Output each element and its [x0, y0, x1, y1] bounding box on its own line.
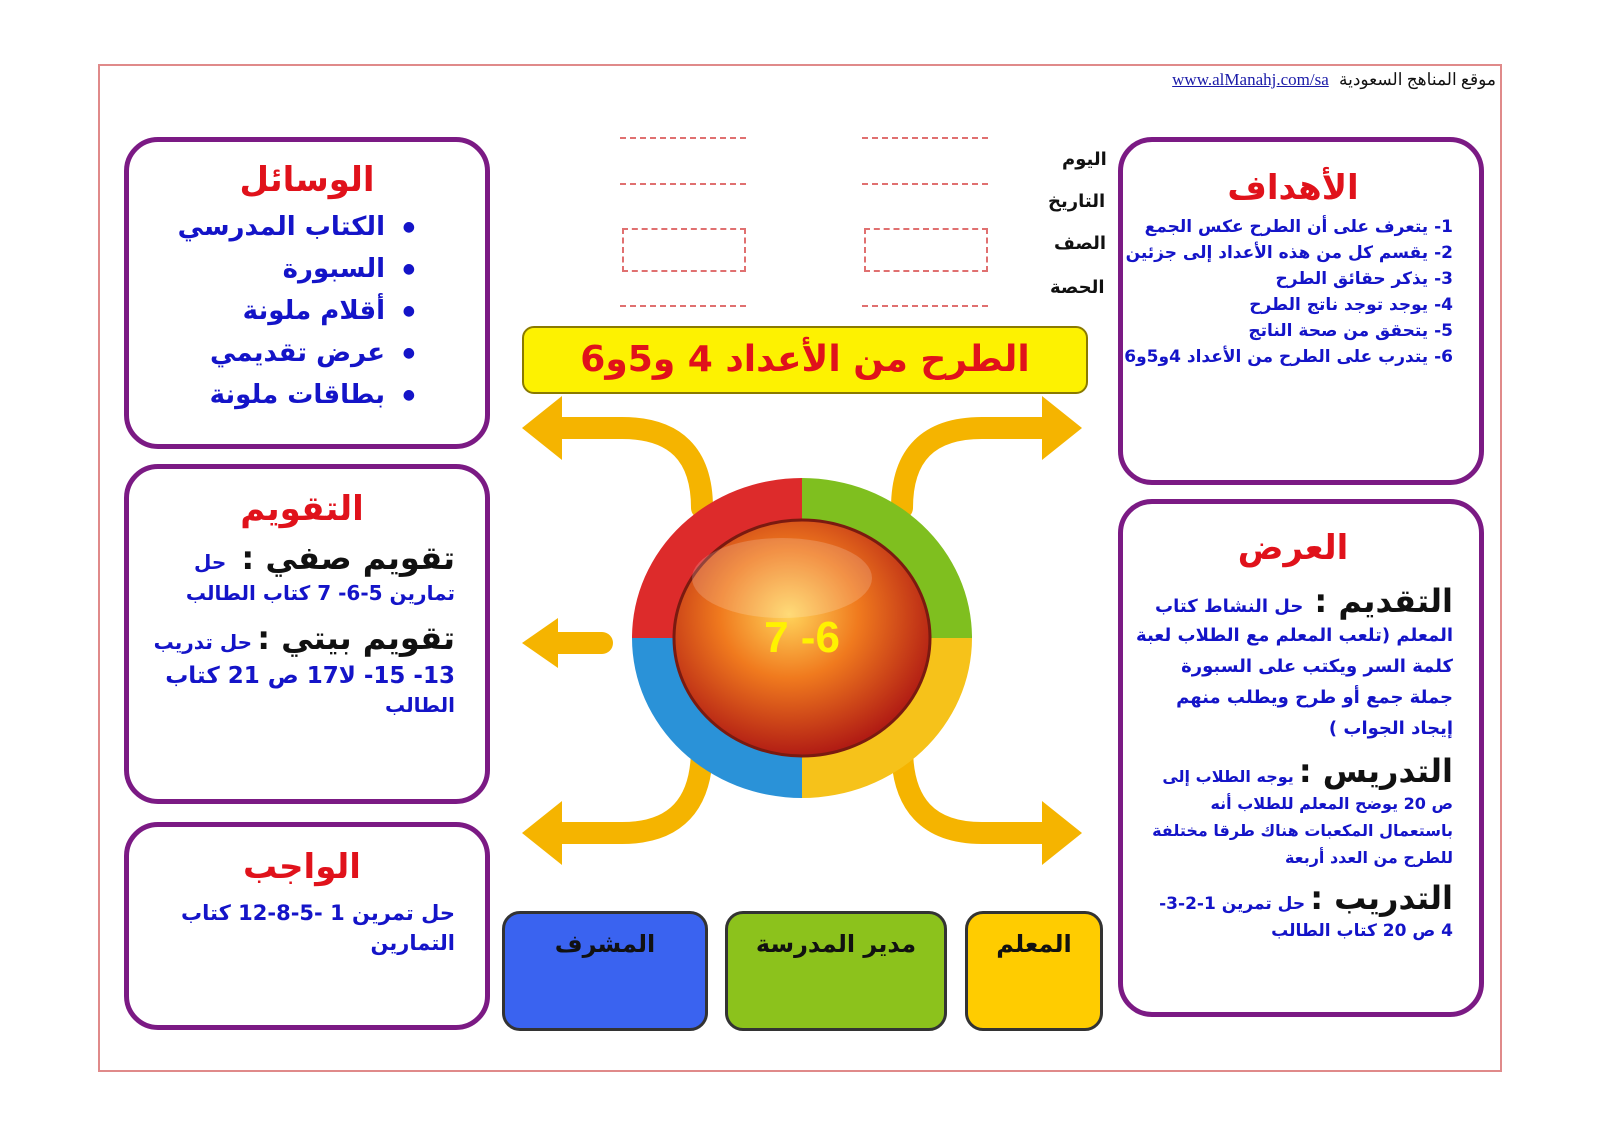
- presentation-panel: [1118, 499, 1484, 1017]
- arrow-head-bottom-right: [1042, 801, 1082, 865]
- date-label: التاريخ: [1048, 191, 1106, 212]
- placeholder-line: [862, 305, 988, 307]
- tools-panel: [124, 137, 490, 449]
- arrow-head-middle-left: [522, 618, 558, 668]
- site-name: موقع المناهج السعودية: [1338, 70, 1496, 89]
- day-label: اليوم: [1062, 149, 1107, 170]
- intro-label: التقديم :: [1314, 582, 1453, 620]
- arrow-head-top-left: [522, 396, 562, 460]
- teaching-line: للطرح من العدد أربعة: [1284, 848, 1453, 867]
- goal-item: 1- يتعرف على أن الطرح عكس الجمع: [1144, 217, 1453, 237]
- training-text: حل تمرين 1-2-3-: [1159, 894, 1306, 914]
- homework-line-1: حل تمرين 1 -5-8-12 كتاب: [181, 901, 455, 925]
- goal-item: 4- يوجد توجد ناتج الطرح: [1249, 295, 1453, 315]
- evaluation-title: التقويم: [240, 489, 364, 529]
- intro-line: جملة جمع أو طرح ويطلب منهم: [1176, 687, 1453, 708]
- placeholder-line: [620, 305, 746, 307]
- home-eval-text-3: الطالب: [384, 693, 455, 717]
- center-diagram: [522, 388, 1102, 908]
- placeholder-line: [862, 183, 988, 185]
- classroom-eval-text: حل: [194, 550, 227, 574]
- classroom-eval-text-2: تمارين 5-6- 7 كتاب الطالب: [185, 581, 455, 605]
- arrow-path-bottom-right: [902, 748, 1052, 833]
- presentation-title: العرض: [1237, 528, 1349, 568]
- supervisor-box: المشرف: [502, 911, 708, 1031]
- classroom-eval-label: تقويم صفي :: [241, 539, 455, 577]
- training-line-2: 4 ص 20 كتاب الطالب: [1271, 921, 1453, 941]
- placeholder-box: [864, 228, 988, 272]
- arrow-head-top-right: [1042, 396, 1082, 460]
- principal-box: مدير المدرسة: [725, 911, 947, 1031]
- list-item: ● السبورة: [129, 248, 385, 290]
- teaching-line: ص 20 يوضح المعلم للطلاب أنه: [1210, 794, 1453, 813]
- goal-item: 3- يذكر حقائق الطرح: [1275, 269, 1453, 289]
- teaching-line: باستعمال المكعبات هناك طرقا مختلفة: [1152, 821, 1453, 840]
- class-label: الصف: [1054, 233, 1107, 254]
- period-label: الحصة: [1050, 277, 1105, 298]
- goals-title: الأهداف: [1227, 168, 1359, 208]
- tools-list: [129, 206, 485, 416]
- arrow-path-top-left: [552, 428, 702, 508]
- placeholder-box: [622, 228, 746, 272]
- intro-line: إيجاد الجواب ): [1328, 718, 1453, 739]
- site-header: [1172, 70, 1496, 90]
- arrow-path-bottom-left: [552, 748, 702, 833]
- homework-panel: [124, 822, 490, 1030]
- arrow-head-bottom-left: [522, 801, 562, 865]
- goal-item: 6- يتدرب على الطرح من الأعداد 4و5و6: [1124, 347, 1453, 367]
- intro-line: المعلم (تلعب المعلم مع الطلاب لعبة: [1136, 625, 1453, 646]
- homework-line-2: التمارين: [370, 931, 455, 955]
- goal-item: 5- يتحقق من صحة الناتج: [1248, 321, 1453, 341]
- list-item: ● أقلام ملونة: [129, 290, 385, 332]
- placeholder-line: [862, 137, 988, 139]
- list-item: ● بطاقات ملونة: [129, 374, 385, 416]
- site-url-link[interactable]: www.alManahj.com/sa: [1172, 70, 1329, 89]
- evaluation-panel: [124, 464, 490, 804]
- teacher-box: المعلم: [965, 911, 1103, 1031]
- placeholder-line: [620, 137, 746, 139]
- goals-panel: [1118, 137, 1484, 485]
- home-eval-text: حل تدريب: [153, 630, 253, 654]
- center-label: 7 -6: [764, 613, 840, 662]
- tools-title: الوسائل: [239, 160, 375, 200]
- home-eval-label: تقويم بيتي :: [257, 619, 455, 657]
- goal-item: 2- يقسم كل من هذه الأعداد إلى جزئين: [1125, 243, 1453, 263]
- intro-line: كلمة السر ويكتب على السبورة: [1181, 656, 1453, 677]
- placeholder-line: [620, 183, 746, 185]
- home-eval-text-2: 13- 15- لا17 ص 21 كتاب: [165, 663, 455, 689]
- list-item: ● عرض تقديمي: [129, 332, 385, 374]
- list-item: ● الكتاب المدرسي: [129, 206, 385, 248]
- teaching-text: يوجه الطلاب إلى: [1162, 767, 1294, 786]
- arrow-path-top-right: [902, 428, 1052, 508]
- training-label: التدريب :: [1310, 879, 1453, 917]
- lesson-title-banner: الطرح من الأعداد 4 و5و6: [522, 326, 1088, 394]
- teaching-label: التدريس :: [1298, 752, 1453, 790]
- intro-text: حل النشاط كتاب: [1155, 596, 1304, 617]
- homework-title: الواجب: [243, 847, 361, 887]
